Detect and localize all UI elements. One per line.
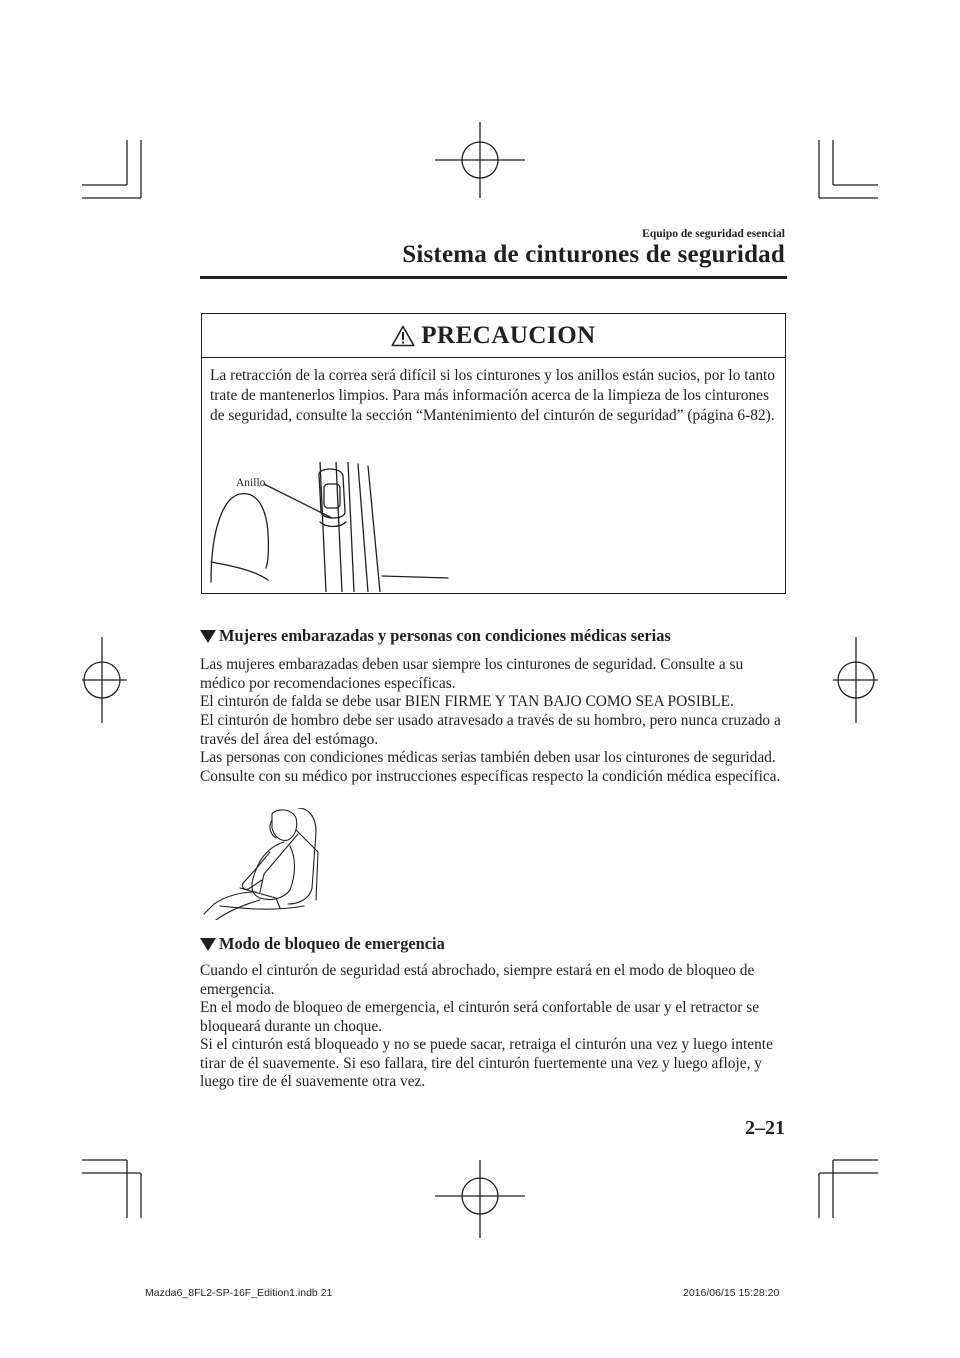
header-divider bbox=[200, 276, 787, 279]
ring-label: Anillo bbox=[236, 477, 266, 489]
section-heading-pregnant bbox=[200, 626, 671, 646]
section-heading-text: Mujeres embarazadas y personas con condiciones médicas serias bbox=[219, 626, 671, 645]
registration-mark-icon bbox=[435, 122, 525, 198]
warning-triangle-icon bbox=[391, 325, 415, 347]
imprint-file: Mazda6_8FL2-SP-16F_Edition1.indb 21 bbox=[145, 1287, 333, 1299]
caution-box bbox=[201, 313, 786, 594]
paragraph: En el modo de bloqueo de emergencia, el cinturón será confortable de usar y el retractor se bloqueará durante un choque. bbox=[200, 999, 760, 1035]
caution-header bbox=[202, 314, 785, 358]
seatbelt-ring-illustration bbox=[202, 462, 785, 592]
paragraph: Las personas con condiciones médicas serias también deben usar los cinturones de seguridad. Consulte con su médico por instrucciones específicas respecto la condición médica específica. bbox=[200, 749, 781, 785]
caution-text: La retracción de la correa será difícil si los cinturones y los anillos están sucios, por lo tanto trate de mantenerlos limpios. Para más información acerca de la limpieza de los cinturones de seguridad, consulte la sección “Mantenimiento del cinturón de seguridad” (página 6-82). bbox=[210, 367, 776, 424]
paragraph: Si el cinturón está bloqueado y no se puede sacar, retraiga el cinturón una vez y luego intente tirar de él suavemente. Si eso fallara, tire del cinturón fuertemente una vez y luego afloje, y luego tire de él suavemente otra vez. bbox=[200, 1036, 773, 1091]
imprint-timestamp: 2016/06/15 15:28:20 bbox=[683, 1287, 780, 1299]
paragraph: Cuando el cinturón de seguridad está abrochado, siempre estará en el modo de bloqueo de emergencia. bbox=[200, 962, 755, 998]
down-triangle-icon bbox=[200, 938, 216, 951]
down-triangle-icon bbox=[200, 630, 216, 643]
registration-mark-icon bbox=[435, 1160, 525, 1238]
registration-mark-icon bbox=[82, 637, 127, 723]
page-number: 2–21 bbox=[745, 1117, 785, 1139]
section-heading-text: Modo de bloqueo de emergencia bbox=[219, 934, 445, 953]
paragraph: El cinturón de hombro debe ser usado atravesado a través de su hombro, pero nunca cruzado a través del área del estómago. bbox=[200, 712, 781, 748]
paragraph: Las mujeres embarazadas deben usar siempre los cinturones de seguridad. Consulte a su médico por recomendaciones específicas. bbox=[200, 656, 744, 692]
registration-mark-icon bbox=[833, 637, 878, 723]
page-title: Sistema de cinturones de seguridad bbox=[402, 241, 785, 268]
pregnant-woman-seatbelt-illustration bbox=[200, 808, 325, 920]
paragraph: El cinturón de falda se debe usar BIEN FIRME Y TAN BAJO COMO SEA POSIBLE. bbox=[200, 693, 734, 710]
section-heading-emergency-lock bbox=[200, 934, 445, 954]
caution-title: PRECAUCION bbox=[421, 321, 596, 349]
section-label: Equipo de seguridad esencial bbox=[642, 228, 785, 240]
